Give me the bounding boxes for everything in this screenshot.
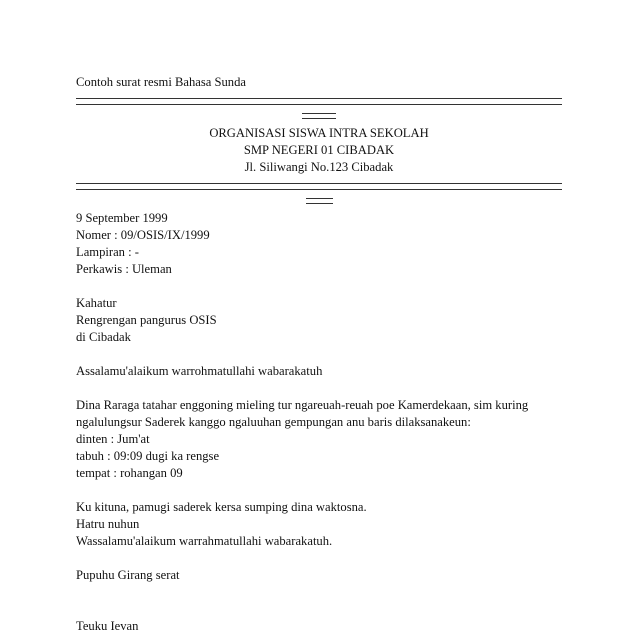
letterhead-address: Jl. Siliwangi No.123 Cibadak bbox=[244, 160, 394, 174]
letterhead-bottom-rule-tail bbox=[76, 193, 562, 210]
letterhead-bottom-rule bbox=[76, 176, 562, 193]
signature-title: Pupuhu Girang serat bbox=[76, 568, 180, 582]
body-line-2: ngalulungsur Saderek kanggo ngaluuhan gempungan anu baris dilaksanakeun: bbox=[76, 415, 471, 429]
event-time: tabuh : 09:09 dugi ka rengse bbox=[76, 449, 220, 463]
letterhead-top-rule bbox=[76, 91, 562, 108]
closing-line-1: Ku kituna, pamugi saderek kersa sumping dina waktosna. bbox=[76, 500, 367, 514]
recipient-greeting: Kahatur bbox=[76, 296, 117, 310]
recipient-name: Rengrengan pangurus OSIS bbox=[76, 313, 217, 327]
signature-name: Teuku Ievan bbox=[76, 619, 139, 633]
event-day: dinten : Jum'at bbox=[76, 432, 150, 446]
letterhead-org: ORGANISASI SISWA INTRA SEKOLAH bbox=[209, 126, 429, 140]
letter-document bbox=[76, 74, 562, 635]
letter-subject: Perkawis : Uleman bbox=[76, 262, 172, 276]
document-heading: Contoh surat resmi Bahasa Sunda bbox=[76, 75, 246, 89]
closing-line-3: Wassalamu'alaikum warrahmatullahi wabarakatuh. bbox=[76, 534, 333, 548]
recipient-place: di Cibadak bbox=[76, 330, 131, 344]
letter-number: Nomer : 09/OSIS/IX/1999 bbox=[76, 228, 210, 242]
letterhead-school: SMP NEGERI 01 CIBADAK bbox=[243, 143, 395, 157]
opening-salutation: Assalamu'alaikum warrohmatullahi wabarakatuh bbox=[76, 364, 323, 378]
letter-attachment: Lampiran : - bbox=[76, 245, 139, 259]
body-line-1: Dina Raraga tatahar enggoning mieling tur ngareuah-reuah poe Kamerdekaan, sim kuring bbox=[76, 398, 529, 412]
letterhead-top-rule-tail bbox=[76, 108, 562, 125]
event-place: tempat : rohangan 09 bbox=[76, 466, 183, 480]
closing-line-2: Hatru nuhun bbox=[76, 517, 140, 531]
letter-date: 9 September 1999 bbox=[76, 211, 168, 225]
